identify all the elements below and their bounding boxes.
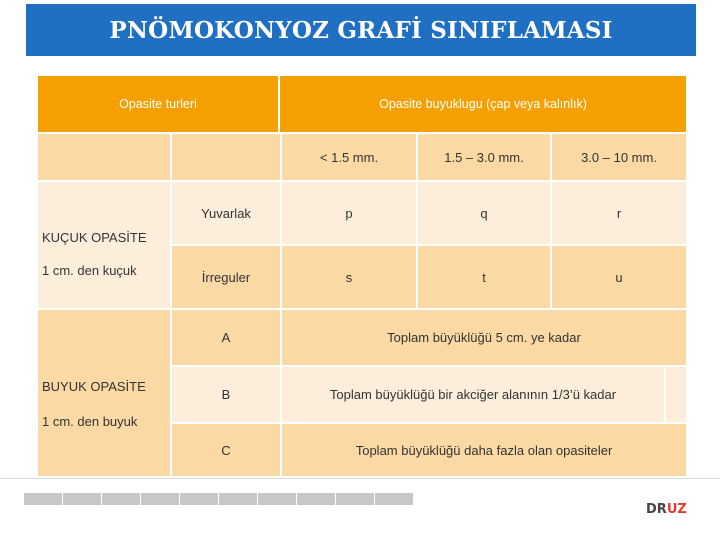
- strip-segment: [258, 493, 296, 505]
- code-cell: u: [552, 246, 686, 308]
- description-cell: Toplam büyüklüğü daha fazla olan opasiteler: [282, 424, 686, 476]
- classification-table: [38, 76, 686, 476]
- type-cell: A: [172, 310, 280, 365]
- strip-segment: [102, 493, 140, 505]
- large-opacity-label: BUYUK OPASİTE: [42, 379, 146, 394]
- strip-segment: [375, 493, 413, 505]
- blank-cell: [172, 134, 280, 180]
- logo-part1: DR: [646, 502, 667, 517]
- small-opacity-sub: 1 cm. den kuçuk: [42, 263, 137, 278]
- strip-segment: [297, 493, 335, 505]
- blank-cell: [666, 367, 686, 422]
- code-cell: s: [282, 246, 416, 308]
- strip-segment: [63, 493, 101, 505]
- footer-strip: [24, 493, 414, 505]
- strip-segment: [219, 493, 257, 505]
- size-column-header: 3.0 – 10 mm.: [552, 134, 686, 180]
- code-cell: q: [418, 182, 550, 244]
- strip-segment: [24, 493, 62, 505]
- code-cell: p: [282, 182, 416, 244]
- large-opacity-sub: 1 cm. den buyuk: [42, 414, 138, 429]
- code-cell: r: [552, 182, 686, 244]
- header-opacity-types: Opasite turleri: [38, 76, 278, 132]
- size-column-header: < 1.5 mm.: [282, 134, 416, 180]
- strip-segment: [141, 493, 179, 505]
- strip-segment: [336, 493, 374, 505]
- logo: [646, 502, 687, 517]
- header-opacity-size: Opasite buyuklugu (çap veya kalınlık): [280, 76, 686, 132]
- description-cell: Toplam büyüklüğü 5 cm. ye kadar: [282, 310, 686, 365]
- shape-cell: İrreguler: [172, 246, 280, 308]
- code-cell: t: [418, 246, 550, 308]
- logo-part2: UZ: [666, 502, 687, 517]
- size-column-header: 1.5 – 3.0 mm.: [418, 134, 550, 180]
- small-opacity-label: KUÇUK OPASİTE: [42, 230, 147, 245]
- small-opacity-group: [38, 182, 170, 308]
- blank-cell: [38, 134, 170, 180]
- type-cell: B: [172, 367, 280, 422]
- description-cell: Toplam büyüklüğü bir akciğer alanının 1/3’ü kadar: [282, 367, 664, 422]
- large-opacity-group: [38, 310, 170, 476]
- type-cell: C: [172, 424, 280, 476]
- strip-segment: [180, 493, 218, 505]
- footer-divider: [0, 478, 720, 479]
- page-title: PNÖMOKONYOZ GRAFİ SINIFLAMASI: [26, 4, 696, 56]
- shape-cell: Yuvarlak: [172, 182, 280, 244]
